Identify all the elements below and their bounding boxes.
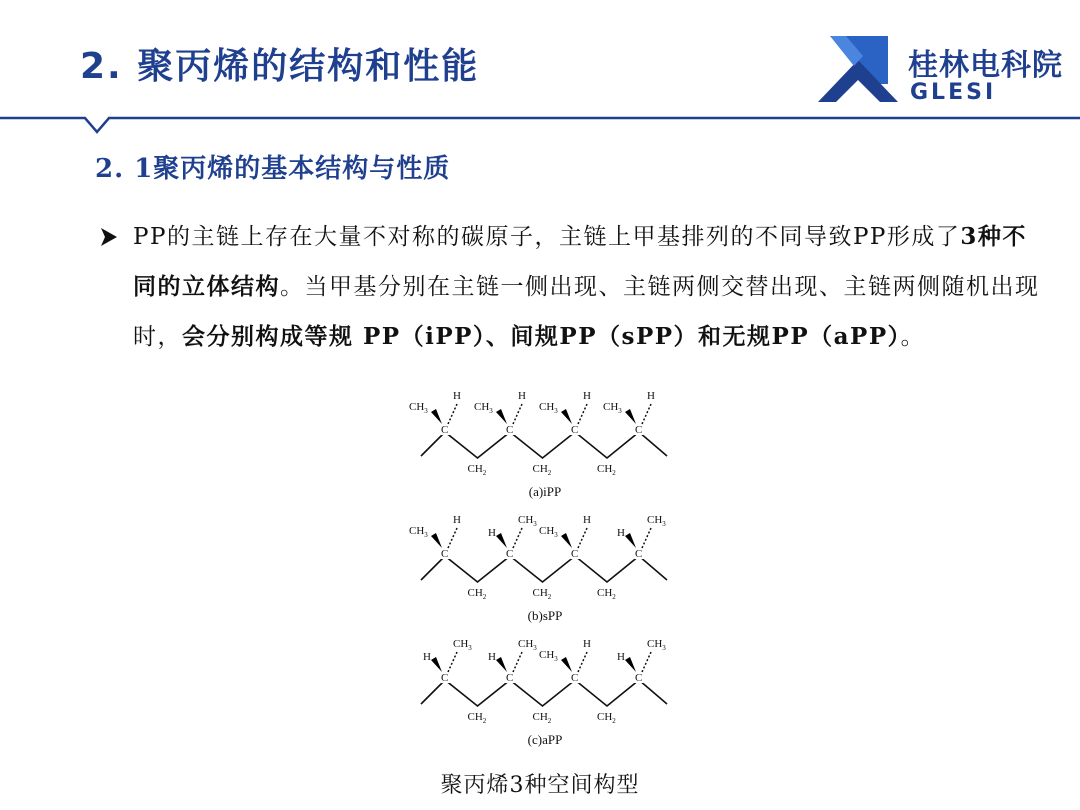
carbon-label: C (635, 672, 643, 684)
carbon-label: C (571, 424, 579, 436)
methylene-label: $CH_2$ (532, 463, 552, 477)
wedge-bond (431, 657, 442, 672)
methyl-label: $CH_3$ (453, 638, 472, 652)
methylene-label-subscript: 2 (612, 469, 616, 477)
hydrogen-label: H (453, 514, 461, 526)
structure-row-3 (421, 638, 667, 747)
dashed-bond (642, 404, 651, 424)
methyl-label-subscript: 3 (468, 644, 472, 652)
methyl-label: $CH_3$ (474, 401, 493, 415)
hydrogen-label: H (617, 527, 625, 539)
text-part-3: 。 (900, 324, 926, 350)
logo-cn-text: 桂林电科院 (908, 48, 1063, 83)
wedge-bond (431, 533, 442, 548)
methylene-label-subscript: 2 (482, 717, 487, 725)
structure-row-1 (409, 390, 667, 499)
methyl-label: $CH_3$ (539, 525, 558, 539)
carbon-label: C (506, 424, 514, 436)
methylene-label: $CH_2$ (597, 587, 616, 601)
methylene-label-subscript: 2 (612, 717, 616, 725)
carbon-label: C (635, 424, 643, 436)
text-part-1: PP的主链上存在大量不对称的碳原子，主链上甲基排列的不同导致PP形成了 (133, 224, 961, 250)
methyl-label-subscript: 3 (533, 520, 537, 528)
methyl-label-subscript: 3 (662, 644, 666, 652)
methyl-label: $CH_3$ (409, 401, 428, 415)
methylene-label-subscript: 2 (547, 593, 552, 601)
methyl-label: $CH_3$ (603, 401, 622, 415)
methyl-label-subscript: 3 (533, 644, 537, 652)
dashed-bond (642, 652, 651, 672)
methyl-label: $CH_3$ (539, 401, 558, 415)
hydrogen-label: H (647, 390, 655, 402)
logo-en-text: GLESI (910, 80, 997, 105)
methyl-label-subscript: 3 (554, 655, 558, 663)
dashed-bond (448, 528, 457, 548)
carbon-label: C (441, 548, 449, 560)
hydrogen-label: H (488, 651, 496, 663)
carbon-label: C (635, 548, 643, 560)
hydrogen-label: H (453, 390, 461, 402)
wedge-bond (496, 533, 507, 548)
hydrogen-label: H (583, 514, 591, 526)
paragraph-text (98, 212, 1048, 362)
slide-title: 2. 聚丙烯的结构和性能 (80, 46, 480, 87)
methylene-label-subscript: 2 (612, 593, 616, 601)
wedge-bond (625, 533, 636, 548)
hydrogen-label: H (617, 651, 625, 663)
carbon-label: C (506, 672, 514, 684)
dashed-bond (448, 404, 457, 424)
wedge-bond (625, 657, 636, 672)
structure-caption: (c)aPP (527, 732, 563, 747)
text-part-2: 。当甲基分别在主链一侧出现、主链两侧交替出现、主链两侧随机出现时， (133, 274, 1040, 350)
structure-caption: (a)iPP (528, 484, 562, 499)
pp-stereo-structures-diagram (409, 388, 675, 763)
dashed-bond (513, 652, 522, 672)
methyl-label: $CH_3$ (647, 514, 666, 528)
methyl-label-subscript: 3 (554, 531, 558, 539)
methyl-label-subscript: 3 (662, 520, 666, 528)
methyl-label-subscript: 3 (424, 407, 428, 415)
wedge-bond (561, 657, 572, 672)
dashed-bond (642, 528, 651, 548)
body-paragraph (98, 212, 1048, 362)
methylene-label-subscript: 2 (482, 593, 487, 601)
hydrogen-label: H (423, 651, 431, 663)
dashed-bond (513, 528, 522, 548)
methyl-label: $CH_3$ (539, 649, 558, 663)
methylene-label: $CH_2$ (467, 711, 487, 725)
methylene-label-subscript: 2 (482, 469, 487, 477)
methyl-label-subscript: 3 (554, 407, 558, 415)
figure-caption: 聚丙烯3种空间构型 (440, 773, 640, 798)
wedge-bond (561, 409, 572, 424)
dashed-bond (578, 652, 587, 672)
arrow-bullet-icon (98, 212, 120, 262)
carbon-label: C (441, 672, 449, 684)
hydrogen-label: H (518, 390, 526, 402)
text-bold-1: 3种不同的立体结构 (133, 223, 1027, 300)
carbon-label: C (571, 548, 579, 560)
text-bold-2: 会分别构成等规 PP（iPP）、间规PP（sPP）和无规PP（aPP） (182, 323, 901, 350)
header-divider (0, 112, 1080, 136)
methylene-label: $CH_2$ (597, 711, 616, 725)
methylene-label: $CH_2$ (467, 587, 487, 601)
dashed-bond (513, 404, 522, 424)
methyl-label: $CH_3$ (518, 514, 537, 528)
methylene-label-subscript: 2 (547, 469, 552, 477)
structure-caption: (b)sPP (527, 608, 563, 623)
dashed-bond (578, 528, 587, 548)
wedge-bond (561, 533, 572, 548)
carbon-label: C (506, 548, 514, 560)
methyl-label: $CH_3$ (518, 638, 537, 652)
hydrogen-label: H (583, 390, 591, 402)
methylene-label: $CH_2$ (532, 711, 552, 725)
methyl-label-subscript: 3 (489, 407, 493, 415)
methyl-label: $CH_3$ (647, 638, 666, 652)
wedge-bond (496, 657, 507, 672)
carbon-label: C (571, 672, 579, 684)
carbon-label: C (441, 424, 449, 436)
dashed-bond (448, 652, 457, 672)
structure-row-2 (409, 514, 667, 623)
methyl-label-subscript: 3 (618, 407, 622, 415)
wedge-bond (625, 409, 636, 424)
methylene-label-subscript: 2 (547, 717, 552, 725)
methylene-label: $CH_2$ (597, 463, 616, 477)
methyl-label-subscript: 3 (424, 531, 428, 539)
dashed-bond (578, 404, 587, 424)
structure-rows (409, 390, 667, 747)
wedge-bond (496, 409, 507, 424)
backbone-chain (421, 680, 667, 706)
backbone-chain (421, 556, 667, 582)
methylene-label: $CH_2$ (532, 587, 552, 601)
methyl-label: $CH_3$ (409, 525, 428, 539)
backbone-chain (421, 432, 667, 458)
hydrogen-label: H (583, 638, 591, 650)
methylene-label: $CH_2$ (467, 463, 487, 477)
wedge-bond (431, 409, 442, 424)
hydrogen-label: H (488, 527, 496, 539)
section-subtitle: 2. 1聚丙烯的基本结构与性质 (95, 154, 451, 184)
